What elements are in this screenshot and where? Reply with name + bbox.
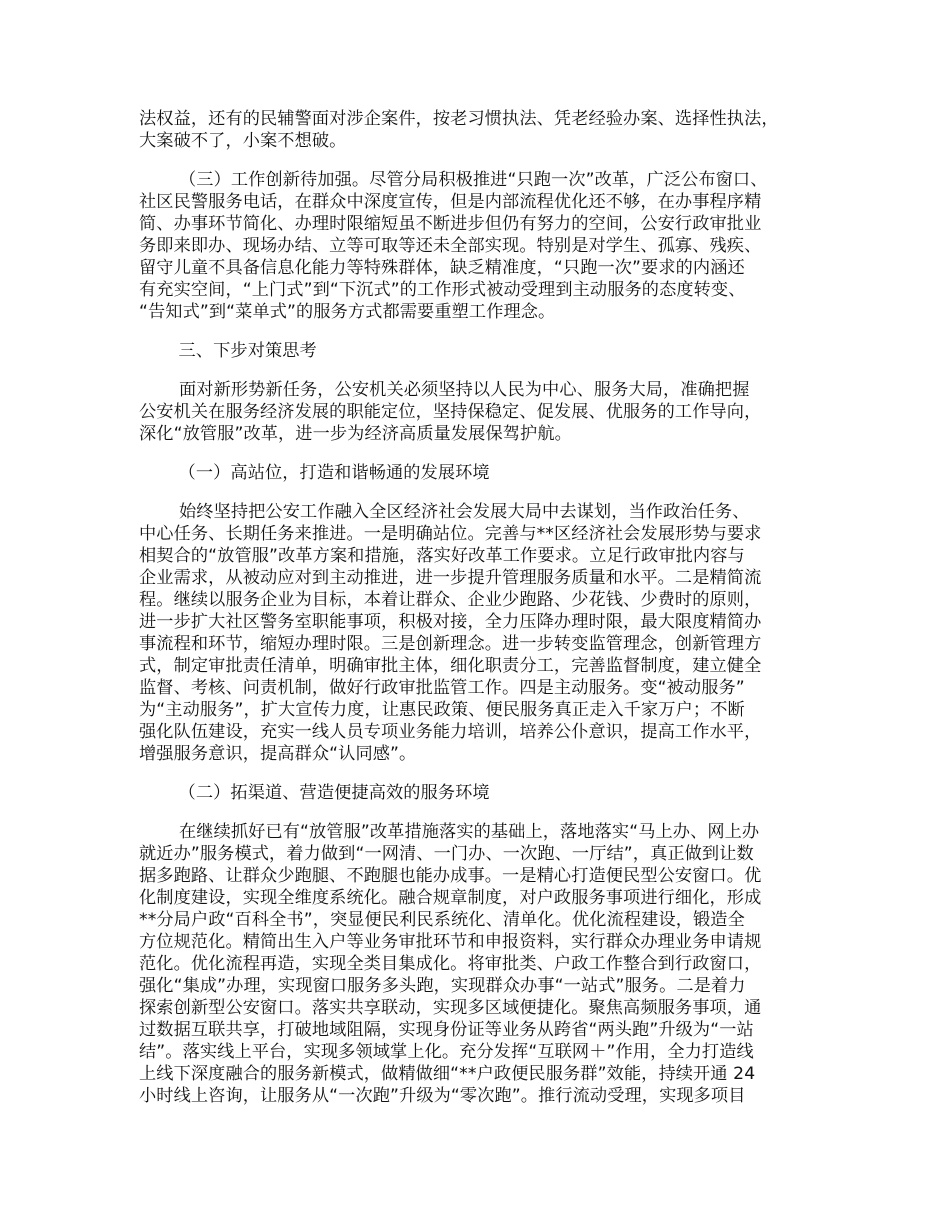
text-line: 强化“集成”办理，实现窗口服务多头跑，实现群众办事“一站式”服务。二是着力 (139, 976, 746, 996)
document-page (139, 108, 823, 1124)
subsection-heading (139, 462, 823, 484)
text-line: 化制度建设，实现全维度系统化。融合规章制度，对户政服务事项进行细化，形成 (139, 888, 762, 908)
text-line: 中心任务、长期任务来推进。一是明确站位。完善与**区经济社会发展形势与要求 (139, 524, 762, 544)
text-line: 监督、考核、问责机制，做好行政审批监管工作。四是主动服务。变“被动服务” (139, 678, 745, 698)
text-line: 为“主动服务”，扩大宣传力度，让惠民政策、便民服务真正走入千家万户；不断 (139, 700, 745, 720)
text-line: 深化“放管服”改革，进一步为经济高质量发展保驾护航。 (139, 424, 572, 444)
text-line: 务即来即办、现场办结、立等可取等还未全部实现。特别是对学生、孤寡、残疾、 (139, 236, 762, 256)
paragraph-5 (139, 821, 823, 1107)
text-line: 探索创新型公安窗口。落实共享联动，实现多区域便捷化。聚焦高频服务事项，通 (139, 998, 762, 1018)
text-line: 结”。落实线上平台，实现多领域掌上化。充分发挥“互联网＋”作用，全力打造线 (139, 1042, 754, 1062)
section-heading (139, 340, 823, 362)
heading-text: 三、下步对策思考 (178, 341, 317, 361)
text-line: 就近办”服务模式，着力做到“一网清、一门办、一次跑、一厅结”，真正做到让数 (139, 844, 754, 864)
text-line: 进一步扩大社区警务室职能事项，积极对接，全力压降办理时限，最大限度精简办 (139, 612, 762, 632)
text-line: 上线下深度融合的服务新模式，做精做细“**户政便民服务群”效能，持续开通 24 (139, 1064, 756, 1084)
text-line: 程。继续以服务企业为目标，本着让群众、企业少跑路、少花钱、少费时的原则， (139, 590, 762, 610)
text-line: 相契合的“放管服”改革方案和措施，落实好改革工作要求。立足行政审批内容与 (139, 546, 745, 566)
heading-text: （二）拓渠道、营造便捷高效的服务环境 (178, 783, 490, 803)
text-line: 增强服务意识，提高群众“认同感”。 (139, 744, 417, 764)
text-line: 公安机关在服务经济发展的职能定位，坚持保稳定、促发展、优服务的工作导向， (139, 402, 762, 422)
heading-text: （一）高站位，打造和谐畅通的发展环境 (178, 463, 490, 483)
text-line: 方位规范化。精简出生入户等业务审批环节和申报资料，实行群众办理业务申请规 (139, 932, 762, 952)
text-line: 企业需求，从被动应对到主动推进，进一步提升管理服务质量和水平。二是精简流 (139, 568, 762, 588)
paragraph-3 (139, 379, 823, 445)
text-line: 面对新形势新任务，公安机关必须坚持以人民为中心、服务大局，准确把握 (179, 380, 750, 400)
text-line: 始终坚持把公安工作融入全区经济社会发展大局中去谋划，当作政治任务、 (179, 502, 750, 522)
text-line: 强化队伍建设，充实一线人员专项业务能力培训，培养公仆意识，提高工作水平， (139, 722, 762, 742)
text-line: **分局户政“百科全书”，突显便民利民系统化、清单化。优化流程建设，锻造全 (139, 910, 745, 930)
text-line: 据多跑路、让群众少跑腿、不跑腿也能办成事。一是精心打造便民型公安窗口。优 (139, 866, 762, 886)
text-line: 小时线上咨询，让服务从“一次跑”升级为“零次跑”。推行流动受理，实现多项目 (139, 1086, 746, 1106)
text-line: 法权益，还有的民辅警面对涉企案件，按老习惯执法、凭老经验办案、选择性执法， (139, 109, 779, 129)
text-line: 简、办事环节简化、办理时限缩短虽不断进步但仍有努力的空间，公安行政审批业 (139, 214, 762, 234)
text-line: 过数据互联共享，打破地域阻隔，实现身份证等业务从跨省“两头跑”升级为“一站 (139, 1020, 754, 1040)
text-line: 大案破不了，小案不想破。 (139, 131, 347, 151)
text-line: 范化。优化流程再造，实现全类目集成化。将审批类、户政工作整合到行政窗口， (139, 954, 762, 974)
paragraph-1 (139, 108, 823, 152)
text-line: 有充实空间，“上门式”到“下沉式”的工作形式被动受理到主动服务的态度转变、 (139, 280, 746, 300)
text-line: 在继续抓好已有“放管服”改革措施落实的基础上，落地落实“马上办、网上办 (179, 822, 760, 842)
subsection-heading (139, 782, 823, 804)
paragraph-2 (139, 169, 823, 323)
paragraph-4 (139, 501, 823, 765)
text-line: “告知式”到“菜单式”的服务方式都需要重塑工作理念。 (139, 302, 556, 322)
text-line: 事流程和环节，缩短办理时限。三是创新理念。进一步转变监管理念，创新管理方 (139, 634, 762, 654)
text-line: 社区民警服务电话，在群众中深度宣传，但是内部流程优化还不够，在办事程序精 (139, 192, 762, 212)
text-line: 留守儿童不具备信息化能力等特殊群体，缺乏精准度，“只跑一次”要求的内涵还 (139, 258, 745, 278)
text-line: 式，制定审批责任清单，明确审批主体，细化职责分工，完善监督制度，建立健全 (139, 656, 762, 676)
text-line: （三）工作创新待加强。尽管分局积极推进“只跑一次”改革，广泛公布窗口、 (179, 170, 768, 190)
